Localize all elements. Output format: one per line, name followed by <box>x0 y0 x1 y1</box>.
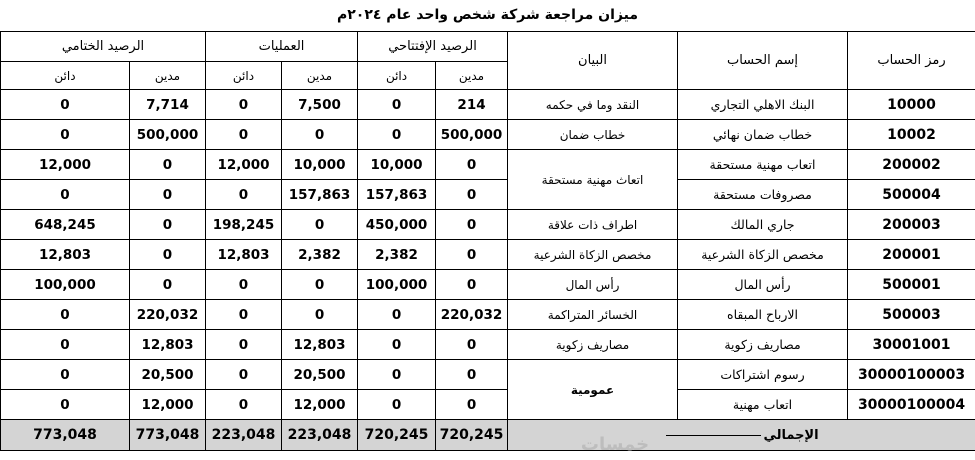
operations-credit-cell: 0 <box>206 90 282 120</box>
opening-credit-cell: 10,000 <box>358 150 436 180</box>
header-debit: مدين <box>130 62 206 90</box>
header-opening-balance: الرصيد الإفتتاحي <box>358 32 508 62</box>
description-cell: رأس المال <box>508 270 678 300</box>
description-cell: مخصص الزكاة الشرعية <box>508 240 678 270</box>
opening-credit-cell: 0 <box>358 360 436 390</box>
header-credit: دائن <box>358 62 436 90</box>
account-name-cell: مخصص الزكاة الشرعية <box>678 240 848 270</box>
table-row <box>1 300 975 330</box>
table-row <box>1 330 975 360</box>
opening-debit-cell: 0 <box>436 360 508 390</box>
operations-debit-cell: 0 <box>282 300 358 330</box>
opening-credit-cell: 450,000 <box>358 210 436 240</box>
operations-credit-cell: 12,000 <box>206 150 282 180</box>
closing-debit-cell: 220,032 <box>130 300 206 330</box>
operations-credit-cell: 0 <box>206 330 282 360</box>
header-row-1 <box>1 32 975 62</box>
closing-debit-cell: 0 <box>130 180 206 210</box>
account-code-cell: 10002 <box>848 120 975 150</box>
account-name-cell: مصاريف زكوية <box>678 330 848 360</box>
operations-credit-cell: 12,803 <box>206 240 282 270</box>
total-closing-debit: 773,048 <box>130 420 206 451</box>
operations-debit-cell: 0 <box>282 210 358 240</box>
description-cell: اتعاث مهنية مستحقة <box>508 150 678 210</box>
opening-credit-cell: 2,382 <box>358 240 436 270</box>
operations-debit-cell: 0 <box>282 270 358 300</box>
description-cell: خطاب ضمان <box>508 120 678 150</box>
opening-credit-cell: 0 <box>358 330 436 360</box>
account-name-cell: خطاب ضمان نهائي <box>678 120 848 150</box>
operations-debit-cell: 7,500 <box>282 90 358 120</box>
account-name-cell: الارباح المبقاه <box>678 300 848 330</box>
opening-debit-cell: 0 <box>436 180 508 210</box>
closing-debit-cell: 0 <box>130 270 206 300</box>
operations-credit-cell: 0 <box>206 360 282 390</box>
header-debit: مدين <box>282 62 358 90</box>
opening-debit-cell: 0 <box>436 330 508 360</box>
operations-credit-cell: 0 <box>206 180 282 210</box>
header-credit: دائن <box>1 62 130 90</box>
operations-debit-cell: 20,500 <box>282 360 358 390</box>
closing-credit-cell: 0 <box>1 180 130 210</box>
header-credit: دائن <box>206 62 282 90</box>
closing-credit-cell: 0 <box>1 300 130 330</box>
closing-credit-cell: 0 <box>1 120 130 150</box>
closing-debit-cell: 12,803 <box>130 330 206 360</box>
operations-debit-cell: 157,863 <box>282 180 358 210</box>
header-debit: مدين <box>436 62 508 90</box>
account-name-cell: مصروفات مستحقة <box>678 180 848 210</box>
table-row <box>1 360 975 390</box>
table-row <box>1 390 975 420</box>
total-opening-debit: 720,245 <box>436 420 508 451</box>
total-operations-credit: 223,048 <box>206 420 282 451</box>
opening-credit-cell: 0 <box>358 90 436 120</box>
table-row <box>1 150 975 180</box>
opening-debit-cell: 500,000 <box>436 120 508 150</box>
trial-balance-table <box>0 31 975 451</box>
opening-credit-cell: 0 <box>358 390 436 420</box>
closing-credit-cell: 100,000 <box>1 270 130 300</box>
account-code-cell: 200001 <box>848 240 975 270</box>
header-description: البيان <box>508 32 678 90</box>
opening-debit-cell: 220,032 <box>436 300 508 330</box>
account-code-cell: 30001001 <box>848 330 975 360</box>
description-cell: مصاريف زكوية <box>508 330 678 360</box>
operations-debit-cell: 12,803 <box>282 330 358 360</box>
opening-debit-cell: 214 <box>436 90 508 120</box>
totals-label: الإجمالي <box>763 427 819 443</box>
table-row <box>1 120 975 150</box>
totals-underline <box>666 435 761 436</box>
table-row <box>1 210 975 240</box>
total-operations-debit: 223,048 <box>282 420 358 451</box>
opening-debit-cell: 0 <box>436 390 508 420</box>
table-row <box>1 270 975 300</box>
closing-credit-cell: 0 <box>1 330 130 360</box>
operations-debit-cell: 0 <box>282 120 358 150</box>
description-cell: عمومية <box>508 360 678 420</box>
header-account-code: رمز الحساب <box>848 32 975 90</box>
account-name-cell: رأس المال <box>678 270 848 300</box>
account-code-cell: 30000100003 <box>848 360 975 390</box>
table-row <box>1 90 975 120</box>
opening-debit-cell: 0 <box>436 210 508 240</box>
closing-credit-cell: 12,000 <box>1 150 130 180</box>
description-cell: النقد وما في حكمه <box>508 90 678 120</box>
opening-credit-cell: 0 <box>358 300 436 330</box>
closing-debit-cell: 20,500 <box>130 360 206 390</box>
account-name-cell: البنك الاهلي التجاري <box>678 90 848 120</box>
opening-credit-cell: 0 <box>358 120 436 150</box>
opening-debit-cell: 0 <box>436 240 508 270</box>
table-row <box>1 240 975 270</box>
table-row <box>1 180 975 210</box>
closing-debit-cell: 7,714 <box>130 90 206 120</box>
opening-debit-cell: 0 <box>436 270 508 300</box>
operations-credit-cell: 0 <box>206 120 282 150</box>
operations-credit-cell: 0 <box>206 390 282 420</box>
account-code-cell: 200003 <box>848 210 975 240</box>
account-name-cell: رسوم اشتراكات <box>678 360 848 390</box>
closing-credit-cell: 0 <box>1 90 130 120</box>
operations-debit-cell: 12,000 <box>282 390 358 420</box>
closing-debit-cell: 0 <box>130 210 206 240</box>
closing-debit-cell: 0 <box>130 150 206 180</box>
total-opening-credit: 720,245 <box>358 420 436 451</box>
closing-debit-cell: 500,000 <box>130 120 206 150</box>
operations-debit-cell: 2,382 <box>282 240 358 270</box>
closing-debit-cell: 12,000 <box>130 390 206 420</box>
totals-label-cell <box>508 420 975 451</box>
closing-debit-cell: 0 <box>130 240 206 270</box>
account-name-cell: اتعاب مهنية <box>678 390 848 420</box>
header-account-name: إسم الحساب <box>678 32 848 90</box>
account-code-cell: 500003 <box>848 300 975 330</box>
account-code-cell: 500001 <box>848 270 975 300</box>
operations-credit-cell: 0 <box>206 270 282 300</box>
operations-credit-cell: 0 <box>206 300 282 330</box>
total-closing-credit: 773,048 <box>1 420 130 451</box>
opening-debit-cell: 0 <box>436 150 508 180</box>
account-name-cell: جاري المالك <box>678 210 848 240</box>
account-code-cell: 10000 <box>848 90 975 120</box>
totals-row <box>1 420 975 451</box>
account-name-cell: اتعاب مهنية مستحقة <box>678 150 848 180</box>
opening-credit-cell: 157,863 <box>358 180 436 210</box>
closing-credit-cell: 0 <box>1 390 130 420</box>
description-cell: اطراف ذات علاقة <box>508 210 678 240</box>
account-code-cell: 500004 <box>848 180 975 210</box>
watermark: خمسات <box>580 434 650 455</box>
closing-credit-cell: 648,245 <box>1 210 130 240</box>
closing-credit-cell: 0 <box>1 360 130 390</box>
opening-credit-cell: 100,000 <box>358 270 436 300</box>
closing-credit-cell: 12,803 <box>1 240 130 270</box>
header-operations: العمليات <box>206 32 358 62</box>
account-code-cell: 30000100004 <box>848 390 975 420</box>
operations-credit-cell: 198,245 <box>206 210 282 240</box>
operations-debit-cell: 10,000 <box>282 150 358 180</box>
account-code-cell: 200002 <box>848 150 975 180</box>
header-closing-balance: الرصيد الختامي <box>1 32 206 62</box>
description-cell: الخسائر المتراكمة <box>508 300 678 330</box>
sheet-title: ميزان مراجعة شركة شخص واحد عام ٢٠٢٤م <box>336 7 639 23</box>
